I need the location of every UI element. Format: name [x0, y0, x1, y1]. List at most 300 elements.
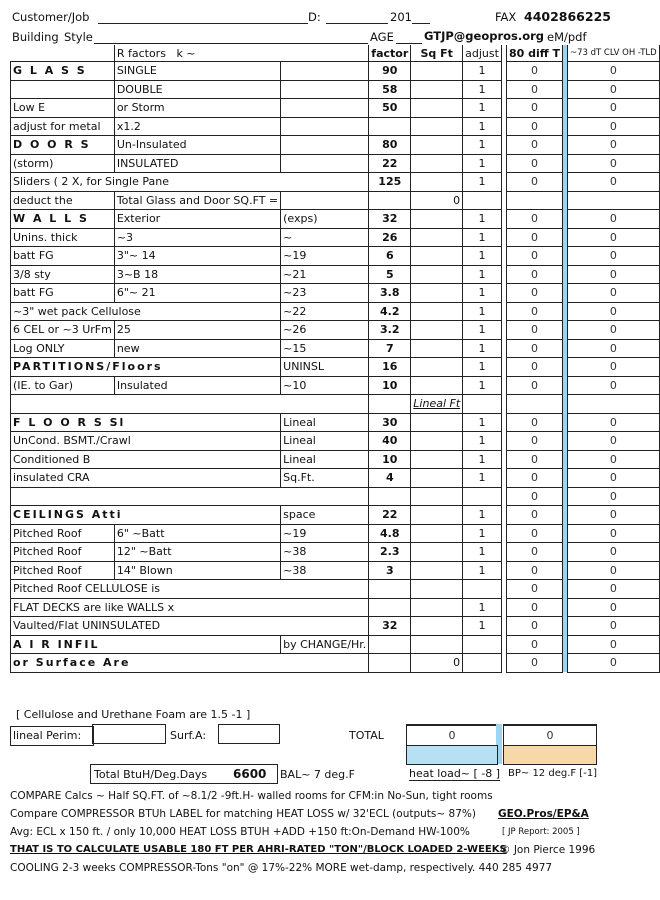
worksheet-row	[11, 580, 660, 599]
row-k: ~26	[281, 321, 369, 340]
worksheet-row	[11, 413, 660, 432]
row-adjust[interactable]: 1	[463, 339, 502, 358]
row-rfactor: SINGLE	[114, 62, 280, 81]
row-tld-value: 0	[567, 561, 659, 580]
row-k: ~38	[281, 561, 369, 580]
row-k: space	[281, 506, 369, 525]
row-k: by CHANGE/Hr.	[281, 635, 369, 654]
row-rfactor: 6"~ 21	[114, 284, 280, 303]
row-factor: 40	[369, 432, 411, 451]
row-sqft[interactable]: 0	[411, 654, 463, 673]
row-k: Sq.Ft.	[281, 469, 369, 488]
worksheet-row	[11, 136, 660, 155]
row-diff-value: 0	[506, 635, 562, 654]
row-sqft[interactable]	[411, 265, 463, 284]
row-adjust[interactable]: 1	[463, 302, 502, 321]
row-label: Pitched Roof	[11, 543, 115, 562]
row-adjust[interactable]	[463, 487, 502, 506]
row-rfactor: Exterior	[114, 210, 280, 229]
foam-note: [ Cellulose and Urethane Foam are 1.5 -1 ]	[16, 708, 251, 721]
row-tld-value: 0	[567, 302, 659, 321]
worksheet-row	[11, 284, 660, 303]
row-factor: 4	[369, 469, 411, 488]
row-label: Log ONLY	[11, 339, 115, 358]
row-diff-value: 0	[506, 376, 562, 395]
row-factor: 50	[369, 99, 411, 118]
format-label: eM/pdf	[547, 30, 587, 44]
row-tld-value: 0	[567, 598, 659, 617]
surf-a-label: Surf.A:	[170, 729, 207, 742]
row-diff-value: 0	[506, 62, 562, 81]
row-tld-value: 0	[567, 543, 659, 562]
row-factor: 10	[369, 450, 411, 469]
row-label	[11, 395, 369, 414]
row-adjust[interactable]: 1	[463, 598, 502, 617]
row-adjust[interactable]: 1	[463, 210, 502, 229]
worksheet-row	[11, 173, 660, 192]
row-sqft[interactable]	[411, 228, 463, 247]
btuh-label: Total BtuH/Deg.Days	[94, 768, 208, 781]
row-adjust[interactable]: 1	[463, 321, 502, 340]
row-adjust[interactable]: 1	[463, 469, 502, 488]
worksheet-row	[11, 469, 660, 488]
row-factor: 26	[369, 228, 411, 247]
row-adjust[interactable]: 1	[463, 228, 502, 247]
row-factor	[369, 598, 411, 617]
worksheet-row	[11, 561, 660, 580]
row-rfactor: or Storm	[114, 99, 280, 118]
row-tld-value: 0	[567, 450, 659, 469]
row-factor	[369, 487, 411, 506]
row-diff-value: 0	[506, 580, 562, 599]
row-rfactor: 14" Blown	[114, 561, 280, 580]
row-sqft[interactable]	[411, 284, 463, 303]
footer-line-2-right: GEO.Pros/EP&A	[498, 808, 589, 820]
row-adjust[interactable]: 1	[463, 136, 502, 155]
worksheet-row	[11, 654, 660, 673]
row-diff-value: 0	[506, 136, 562, 155]
worksheet-row	[11, 321, 660, 340]
row-k: Lineal	[281, 432, 369, 451]
row-label: ~3" wet pack Cellulose	[11, 302, 281, 321]
row-label: 6 CEL or ~3 UrFm	[11, 321, 115, 340]
row-diff-value: 0	[506, 154, 562, 173]
row-tld-value	[567, 395, 659, 414]
worksheet-row	[11, 395, 660, 414]
heat-loss-worksheet	[10, 45, 660, 673]
row-sqft[interactable]	[411, 358, 463, 377]
row-diff-value: 0	[506, 99, 562, 118]
row-k: (exps)	[281, 210, 369, 229]
row-tld-value: 0	[567, 210, 659, 229]
row-adjust[interactable]: 1	[463, 154, 502, 173]
row-tld-value	[567, 191, 659, 210]
worksheet-row	[11, 210, 660, 229]
row-rfactor: x1.2	[114, 117, 280, 136]
total-label: TOTAL	[349, 729, 384, 742]
age-field[interactable]	[396, 43, 422, 44]
row-k: ~19	[281, 524, 369, 543]
row-tld-value: 0	[567, 154, 659, 173]
row-label: Pitched Roof	[11, 561, 115, 580]
footer-line-3-right: [ JP Report: 2005 ]	[502, 827, 580, 837]
row-sqft[interactable]	[411, 450, 463, 469]
year-label: 201	[390, 10, 412, 24]
row-tld-value: 0	[567, 99, 659, 118]
row-label: UnCond. BSMT./Crawl	[11, 432, 281, 451]
row-adjust[interactable]: 1	[463, 247, 502, 266]
footer-line-5: COOLING 2-3 weeks COMPRESSOR-Tons "on" @ 17%-22% MORE wet-damp, respectively. 440 285 4977	[10, 862, 553, 874]
row-diff-value: 0	[506, 432, 562, 451]
worksheet-table	[10, 45, 660, 673]
row-label: batt FG	[11, 247, 115, 266]
footer-line-4: THAT IS TO CALCULATE USABLE 180 FT PER AHRI-RATED "TON"/BLOCK LOADED 2-WEEKS	[10, 844, 507, 855]
row-tld-value: 0	[567, 413, 659, 432]
row-label	[11, 487, 369, 506]
worksheet-row	[11, 247, 660, 266]
row-k: ~22	[281, 302, 369, 321]
row-tld-value: 0	[567, 635, 659, 654]
worksheet-row	[11, 265, 660, 284]
email-address: GTJP@geopros.org	[424, 29, 545, 43]
worksheet-row	[11, 99, 660, 118]
row-diff-value: 0	[506, 524, 562, 543]
row-sqft[interactable]	[411, 413, 463, 432]
row-sqft[interactable]	[411, 487, 463, 506]
row-label: D O O R S	[11, 136, 115, 155]
row-diff-value: 0	[506, 506, 562, 525]
worksheet-row	[11, 524, 660, 543]
row-label: insulated CRA	[11, 469, 281, 488]
row-adjust[interactable]: 1	[463, 617, 502, 636]
row-k: ~21	[281, 265, 369, 284]
building-label: Building	[12, 30, 59, 44]
row-diff-value: 0	[506, 247, 562, 266]
row-sqft[interactable]: 0	[411, 191, 463, 210]
row-diff-value: 0	[506, 561, 562, 580]
row-k: Lineal	[281, 413, 369, 432]
worksheet-row	[11, 302, 660, 321]
worksheet-row	[11, 62, 660, 81]
row-adjust[interactable]: 1	[463, 62, 502, 81]
row-adjust[interactable]: 1	[463, 450, 502, 469]
row-label: deduct the	[11, 191, 115, 210]
row-factor: 3.2	[369, 321, 411, 340]
row-diff-value: 0	[506, 321, 562, 340]
row-diff-value: 0	[506, 487, 562, 506]
row-tld-value: 0	[567, 524, 659, 543]
row-adjust[interactable]: 1	[463, 561, 502, 580]
row-tld-value: 0	[567, 80, 659, 99]
row-sqft[interactable]	[411, 210, 463, 229]
row-tld-value: 0	[567, 339, 659, 358]
btuh-box	[90, 764, 278, 784]
row-sqft[interactable]	[411, 598, 463, 617]
row-k: ~15	[281, 339, 369, 358]
worksheet-row	[11, 617, 660, 636]
row-tld-value: 0	[567, 506, 659, 525]
row-tld-value: 0	[567, 173, 659, 192]
worksheet-row	[11, 80, 660, 99]
row-diff-value: 0	[506, 339, 562, 358]
row-diff-value: 0	[506, 173, 562, 192]
row-adjust[interactable]: 1	[463, 265, 502, 284]
worksheet-row	[11, 228, 660, 247]
row-label: W A L L S	[11, 210, 115, 229]
row-diff-value: 0	[506, 450, 562, 469]
row-rfactor: new	[114, 339, 280, 358]
row-label	[11, 80, 115, 99]
row-factor	[369, 635, 411, 654]
row-label: (IE. to Gar)	[11, 376, 115, 395]
row-sqft[interactable]	[411, 173, 463, 192]
worksheet-row	[11, 358, 660, 377]
row-label: A I R INFIL	[11, 635, 281, 654]
worksheet-row	[11, 432, 660, 451]
row-sqft[interactable]	[411, 117, 463, 136]
row-factor: 32	[369, 210, 411, 229]
row-label: (storm)	[11, 154, 115, 173]
row-factor	[369, 395, 411, 414]
row-adjust[interactable]	[463, 635, 502, 654]
row-factor: 30	[369, 413, 411, 432]
lineal-perim-field[interactable]	[92, 724, 166, 744]
row-adjust[interactable]: 1	[463, 376, 502, 395]
row-tld-value: 0	[567, 358, 659, 377]
row-adjust[interactable]: 1	[463, 413, 502, 432]
row-tld-value: 0	[567, 321, 659, 340]
row-adjust[interactable]	[463, 654, 502, 673]
row-adjust[interactable]: 1	[463, 543, 502, 562]
row-k	[281, 136, 369, 155]
row-sqft[interactable]	[411, 432, 463, 451]
row-label: FLAT DECKS are like WALLS x	[11, 598, 369, 617]
row-sqft[interactable]	[411, 580, 463, 599]
row-k	[281, 191, 369, 210]
building-style-field[interactable]	[94, 43, 368, 44]
total-diff-value: 0	[406, 724, 498, 747]
row-rfactor: 12" ~Batt	[114, 543, 280, 562]
row-diff-value: 0	[506, 265, 562, 284]
row-factor: 22	[369, 506, 411, 525]
fax-number: 4402866225	[524, 9, 611, 24]
row-sqft[interactable]	[411, 154, 463, 173]
row-factor: 6	[369, 247, 411, 266]
bp-bar	[503, 745, 597, 765]
row-sqft[interactable]	[411, 136, 463, 155]
row-adjust[interactable]: 1	[463, 432, 502, 451]
row-tld-value: 0	[567, 654, 659, 673]
row-sqft[interactable]	[411, 376, 463, 395]
row-label: Conditioned B	[11, 450, 281, 469]
row-sqft[interactable]	[411, 506, 463, 525]
row-sqft[interactable]: Lineal Ft	[411, 395, 463, 414]
surf-a-field[interactable]	[218, 724, 280, 744]
row-tld-value: 0	[567, 469, 659, 488]
row-diff-value: 0	[506, 543, 562, 562]
row-tld-value: 0	[567, 580, 659, 599]
row-label: Pitched Roof CELLULOSE is	[11, 580, 369, 599]
row-k: ~19	[281, 247, 369, 266]
row-adjust[interactable]: 1	[463, 506, 502, 525]
header-diff: 80 diff T	[506, 45, 562, 62]
row-adjust[interactable]: 1	[463, 358, 502, 377]
row-k: ~23	[281, 284, 369, 303]
row-label: PARTITIONS/Floors	[11, 358, 281, 377]
row-label: Vaulted/Flat UNINSULATED	[11, 617, 369, 636]
style-label: Style	[64, 30, 93, 44]
row-sqft[interactable]	[411, 543, 463, 562]
year-field[interactable]	[412, 23, 430, 24]
row-adjust[interactable]: 1	[463, 99, 502, 118]
worksheet-row	[11, 543, 660, 562]
row-label: Sliders ( 2 X, for Single Pane	[11, 173, 369, 192]
row-diff-value: 0	[506, 413, 562, 432]
row-rfactor: 25	[114, 321, 280, 340]
row-factor	[369, 117, 411, 136]
row-factor: 90	[369, 62, 411, 81]
row-factor: 3	[369, 561, 411, 580]
header-factor: factor	[369, 45, 411, 62]
row-rfactor: Total Glass and Door SQ.FT =	[114, 191, 280, 210]
row-label: or Surface Are	[11, 654, 369, 673]
row-tld-value: 0	[567, 228, 659, 247]
row-sqft[interactable]	[411, 321, 463, 340]
row-k	[281, 154, 369, 173]
row-adjust[interactable]	[463, 580, 502, 599]
row-label: 3/8 sty	[11, 265, 115, 284]
worksheet-row	[11, 117, 660, 136]
row-adjust[interactable]	[463, 395, 502, 414]
footer-line-4-right: © Jon Pierce 1996	[500, 844, 596, 856]
row-k: ~	[281, 228, 369, 247]
row-sqft[interactable]	[411, 561, 463, 580]
row-tld-value: 0	[567, 284, 659, 303]
row-rfactor: INSULATED	[114, 154, 280, 173]
row-sqft[interactable]	[411, 302, 463, 321]
row-diff-value: 0	[506, 210, 562, 229]
row-tld-value: 0	[567, 432, 659, 451]
row-tld-value: 0	[567, 487, 659, 506]
row-label: F L O O R S Sl	[11, 413, 281, 432]
row-adjust[interactable]	[463, 191, 502, 210]
row-diff-value: 0	[506, 117, 562, 136]
header-adjust: adjust	[463, 45, 502, 62]
row-factor: 5	[369, 265, 411, 284]
row-factor: 7	[369, 339, 411, 358]
heat-load-label: heat load~ [ -8 ]	[409, 767, 501, 780]
btuh-value: 6600	[233, 767, 267, 781]
row-sqft[interactable]	[411, 469, 463, 488]
worksheet-row	[11, 487, 660, 506]
row-factor: 3.8	[369, 284, 411, 303]
row-sqft[interactable]	[411, 617, 463, 636]
bal-label: BAL~ 7 deg.F	[280, 768, 355, 781]
row-rfactor: DOUBLE	[114, 80, 280, 99]
row-label: G L A S S	[11, 62, 115, 81]
header-k: k ~	[176, 46, 196, 60]
row-sqft[interactable]	[411, 99, 463, 118]
row-diff-value: 0	[506, 598, 562, 617]
customer-field[interactable]	[98, 23, 308, 24]
heat-load-bar	[406, 745, 498, 765]
row-rfactor: Insulated	[114, 376, 280, 395]
row-sqft[interactable]	[411, 62, 463, 81]
row-label: Unins. thick	[11, 228, 115, 247]
row-sqft[interactable]	[411, 524, 463, 543]
row-factor: 22	[369, 154, 411, 173]
row-adjust[interactable]: 1	[463, 524, 502, 543]
row-factor: 58	[369, 80, 411, 99]
d-label: D:	[308, 10, 321, 24]
row-sqft[interactable]	[411, 80, 463, 99]
row-factor: 4.2	[369, 302, 411, 321]
row-k: UNINSL	[281, 358, 369, 377]
worksheet-row	[11, 339, 660, 358]
column-header-row	[11, 45, 660, 62]
row-sqft[interactable]	[411, 635, 463, 654]
row-diff-value: 0	[506, 80, 562, 99]
row-tld-value: 0	[567, 62, 659, 81]
row-factor	[369, 191, 411, 210]
row-diff-value	[506, 191, 562, 210]
lineal-perim-label: lineal Perim:	[10, 726, 94, 746]
row-sqft[interactable]	[411, 247, 463, 266]
row-factor	[369, 654, 411, 673]
row-label: CEILINGS Atti	[11, 506, 281, 525]
row-rfactor: Un-Insulated	[114, 136, 280, 155]
row-factor: 80	[369, 136, 411, 155]
row-label: Pitched Roof	[11, 524, 115, 543]
row-factor: 2.3	[369, 543, 411, 562]
row-diff-value: 0	[506, 654, 562, 673]
row-k	[281, 80, 369, 99]
footer-line-1: COMPARE Calcs ~ Half SQ.FT. of ~8.1/2 -9ft.H- walled rooms for CFM:in No-Sun, tight rooms	[10, 790, 493, 802]
header-sqft: Sq Ft	[411, 45, 463, 62]
worksheet-row	[11, 450, 660, 469]
row-adjust[interactable]: 1	[463, 284, 502, 303]
row-k: Lineal	[281, 450, 369, 469]
header-tld: ~73 dT CLV OH -TLD	[567, 45, 659, 62]
row-k: ~38	[281, 543, 369, 562]
row-diff-value: 0	[506, 302, 562, 321]
date-field[interactable]	[326, 23, 388, 24]
row-factor	[369, 580, 411, 599]
row-label: Low E	[11, 99, 115, 118]
row-adjust[interactable]: 1	[463, 80, 502, 99]
row-diff-value: 0	[506, 228, 562, 247]
row-adjust[interactable]: 1	[463, 173, 502, 192]
row-label: adjust for metal	[11, 117, 115, 136]
row-k: ~10	[281, 376, 369, 395]
row-tld-value: 0	[567, 617, 659, 636]
row-tld-value: 0	[567, 247, 659, 266]
bp-label: BP~ 12 deg.F [-1]	[508, 768, 598, 779]
total-tld-value: 0	[503, 724, 597, 747]
row-diff-value: 0	[506, 358, 562, 377]
row-sqft[interactable]	[411, 339, 463, 358]
row-diff-value: 0	[506, 469, 562, 488]
row-factor: 32	[369, 617, 411, 636]
row-rfactor: 6" ~Batt	[114, 524, 280, 543]
row-tld-value: 0	[567, 117, 659, 136]
row-adjust[interactable]: 1	[463, 117, 502, 136]
row-diff-value: 0	[506, 284, 562, 303]
worksheet-row	[11, 506, 660, 525]
row-k	[281, 117, 369, 136]
worksheet-row	[11, 376, 660, 395]
row-label: batt FG	[11, 284, 115, 303]
